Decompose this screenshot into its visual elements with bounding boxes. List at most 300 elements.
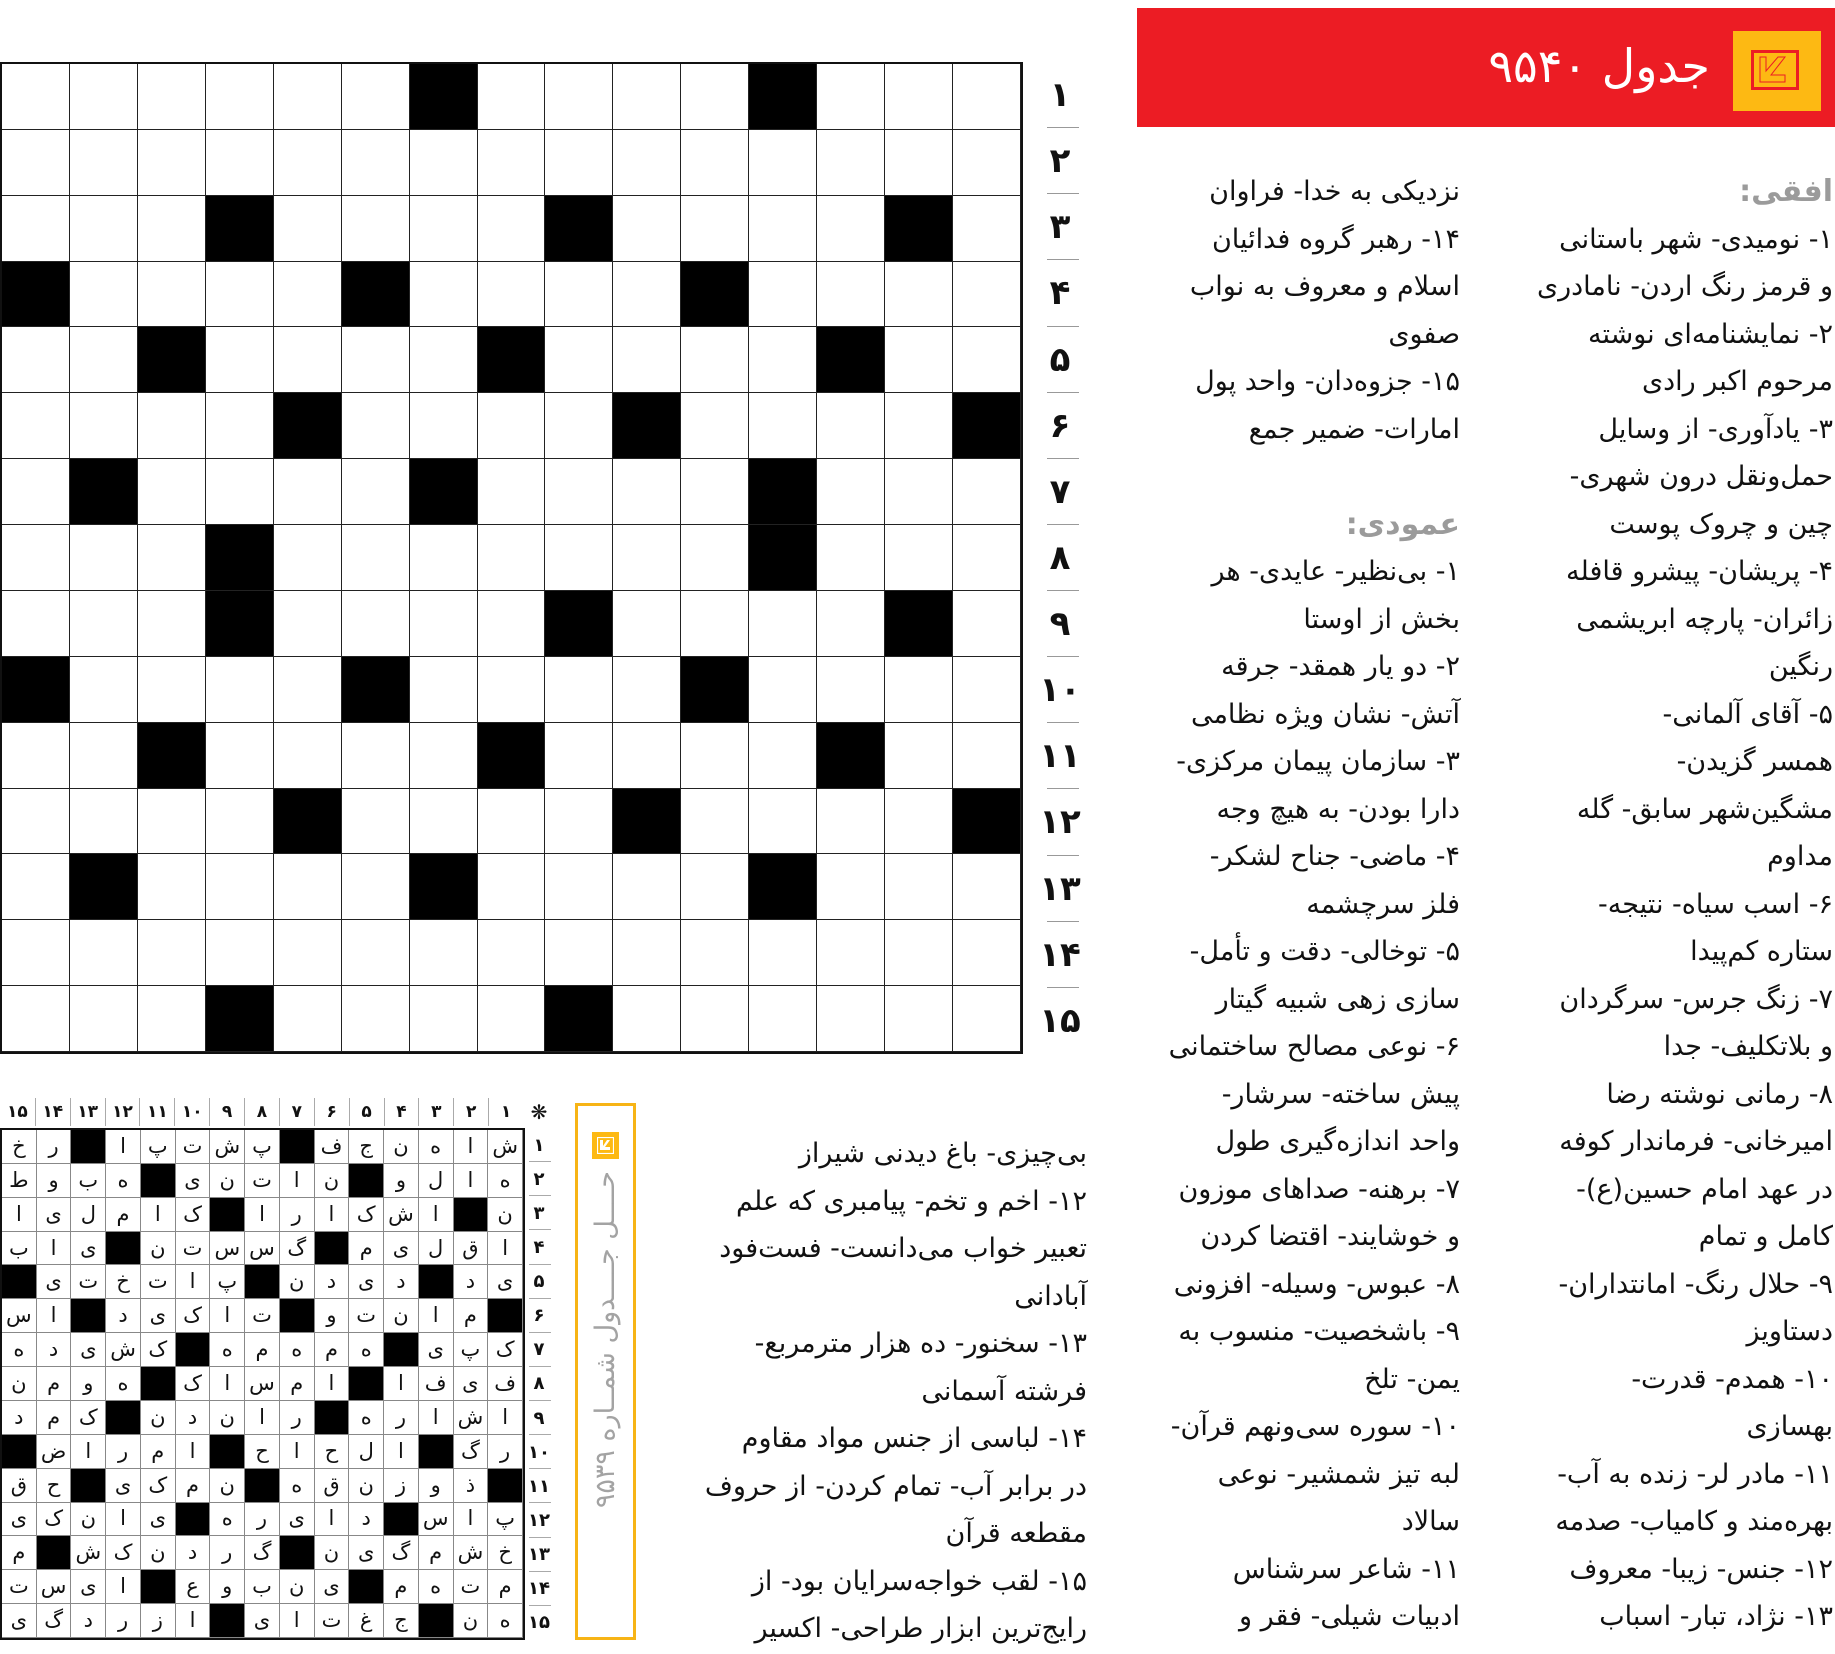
grid-cell[interactable]: [681, 327, 749, 393]
column-number: ۹: [209, 1098, 244, 1126]
grid-cell[interactable]: [885, 986, 953, 1052]
grid-cell[interactable]: [342, 591, 410, 657]
grid-cell[interactable]: [545, 920, 613, 986]
solution-cell: ل: [349, 1435, 384, 1469]
grid-cell[interactable]: [613, 327, 681, 393]
grid-cell[interactable]: [953, 459, 1021, 525]
grid-cell[interactable]: [885, 657, 953, 723]
clue-line: ۱- بی‌نظیر- عایدی- هر: [1211, 556, 1460, 587]
grid-cell[interactable]: [274, 327, 342, 393]
grid-cell[interactable]: [2, 196, 70, 262]
solution-cell: ک: [37, 1503, 72, 1537]
clue-line: ۱۲- اخم و تخم- پیامبری که علم: [736, 1185, 1087, 1217]
grid-cell[interactable]: [410, 327, 478, 393]
grid-cell[interactable]: [885, 525, 953, 591]
grid-cell[interactable]: [274, 920, 342, 986]
clue-line: دارا بودن- به هیچ وجه: [1216, 793, 1460, 825]
grid-cell[interactable]: [206, 657, 274, 723]
black-cell: [478, 327, 546, 393]
grid-cell[interactable]: [2, 525, 70, 591]
grid-cell[interactable]: [885, 459, 953, 525]
grid-cell[interactable]: [206, 64, 274, 130]
grid-cell[interactable]: [478, 854, 546, 920]
grid-cell[interactable]: [478, 525, 546, 591]
grid-cell[interactable]: [70, 723, 138, 789]
black-cell: [2, 1265, 37, 1299]
grid-cell[interactable]: [545, 789, 613, 855]
grid-cell[interactable]: [953, 591, 1021, 657]
grid-cell[interactable]: [410, 986, 478, 1052]
black-cell: [681, 262, 749, 328]
clue-line: ۱۳- نژاد، تبار- اسباب: [1599, 1601, 1833, 1632]
solution-cell: ت: [2, 1570, 37, 1604]
grid-cell[interactable]: [274, 64, 342, 130]
grid-cell[interactable]: [817, 459, 885, 525]
grid-cell[interactable]: [478, 262, 546, 328]
grid-cell[interactable]: [274, 262, 342, 328]
grid-cell[interactable]: [206, 920, 274, 986]
clue-line: چین و چروک پوست: [1609, 508, 1833, 540]
grid-cell[interactable]: [274, 723, 342, 789]
solution-cell: س: [210, 1232, 245, 1266]
clues-column-left: [655, 1130, 1087, 1653]
solution-cell: ک: [349, 1198, 384, 1232]
clue-line: رنگین: [1768, 651, 1833, 682]
solution-cell: م: [106, 1198, 141, 1232]
grid-cell[interactable]: [545, 657, 613, 723]
grid-cell[interactable]: [206, 723, 274, 789]
row-number: ۵: [1035, 327, 1085, 393]
solution-cell: ک: [176, 1367, 211, 1401]
solution-cell: ا: [37, 1299, 72, 1333]
solution-cell: ا: [419, 1299, 454, 1333]
black-cell: [681, 657, 749, 723]
grid-cell[interactable]: [613, 723, 681, 789]
grid-cell[interactable]: [138, 986, 206, 1052]
grid-cell[interactable]: [749, 591, 817, 657]
solution-cell: ا: [315, 1503, 350, 1537]
grid-cell[interactable]: [681, 64, 749, 130]
grid-cell[interactable]: [953, 262, 1021, 328]
grid-cell[interactable]: [274, 657, 342, 723]
grid-cell[interactable]: [342, 525, 410, 591]
grid-cell[interactable]: [681, 789, 749, 855]
grid-cell[interactable]: [953, 525, 1021, 591]
grid-cell[interactable]: [2, 64, 70, 130]
grid-cell[interactable]: [478, 64, 546, 130]
grid-cell[interactable]: [885, 920, 953, 986]
solution-cell: ک: [488, 1333, 523, 1367]
solution-cell: ی: [2, 1503, 37, 1537]
grid-cell[interactable]: [749, 130, 817, 196]
grid-cell[interactable]: [206, 327, 274, 393]
solution-cell: ی: [141, 1299, 176, 1333]
grid-cell[interactable]: [274, 986, 342, 1052]
black-cell: [817, 723, 885, 789]
grid-cell[interactable]: [749, 723, 817, 789]
grid-cell[interactable]: [138, 525, 206, 591]
grid-cell[interactable]: [885, 723, 953, 789]
grid-cell[interactable]: [749, 657, 817, 723]
grid-cell[interactable]: [2, 920, 70, 986]
grid-cell[interactable]: [817, 196, 885, 262]
grid-cell[interactable]: [613, 591, 681, 657]
solution-cell: س: [419, 1503, 454, 1537]
grid-cell[interactable]: [681, 723, 749, 789]
solution-cell: غ: [349, 1604, 384, 1638]
grid-cell[interactable]: [478, 196, 546, 262]
grid-cell[interactable]: [138, 64, 206, 130]
grid-cell[interactable]: [681, 130, 749, 196]
solution-cell: و: [419, 1469, 454, 1503]
clue-line: واحد اندازه‌گیری طول: [1215, 1126, 1460, 1157]
grid-cell[interactable]: [817, 789, 885, 855]
clue-line: بهره‌مند و کامیاب- صدمه: [1555, 1506, 1833, 1537]
grid-cell[interactable]: [206, 854, 274, 920]
grid-cell[interactable]: [138, 657, 206, 723]
grid-cell[interactable]: [342, 789, 410, 855]
grid-cell[interactable]: [613, 525, 681, 591]
solution-cell: د: [71, 1604, 106, 1638]
grid-cell[interactable]: [817, 393, 885, 459]
grid-cell[interactable]: [953, 64, 1021, 130]
grid-cell[interactable]: [342, 393, 410, 459]
solution-cell: د: [454, 1265, 489, 1299]
solution-cell: م: [280, 1367, 315, 1401]
grid-cell[interactable]: [70, 196, 138, 262]
grid-cell[interactable]: [138, 196, 206, 262]
grid-cell[interactable]: [410, 591, 478, 657]
grid-cell[interactable]: [885, 64, 953, 130]
grid-cell[interactable]: [885, 789, 953, 855]
grid-cell[interactable]: [206, 789, 274, 855]
grid-cell[interactable]: [749, 262, 817, 328]
grid-cell[interactable]: [817, 657, 885, 723]
grid-cell[interactable]: [478, 920, 546, 986]
black-cell: [488, 1299, 523, 1333]
grid-cell[interactable]: [953, 920, 1021, 986]
solution-cell: ی: [488, 1265, 523, 1299]
grid-cell[interactable]: [749, 327, 817, 393]
solution-cell: پ: [141, 1130, 176, 1164]
grid-cell[interactable]: [410, 920, 478, 986]
black-cell: [749, 459, 817, 525]
grid-cell[interactable]: [817, 130, 885, 196]
solution-cell: ن: [2, 1367, 37, 1401]
grid-cell[interactable]: [749, 986, 817, 1052]
grid-cell[interactable]: [274, 459, 342, 525]
grid-cell[interactable]: [545, 130, 613, 196]
grid-cell[interactable]: [613, 196, 681, 262]
grid-cell[interactable]: [817, 920, 885, 986]
clue-line: ۱۰- همدم- قدرت-: [1631, 1363, 1833, 1395]
grid-cell[interactable]: [342, 723, 410, 789]
solution-cell: س: [245, 1367, 280, 1401]
solution-cell: ق: [315, 1469, 350, 1503]
grid-cell[interactable]: [885, 327, 953, 393]
grid-cell[interactable]: [681, 591, 749, 657]
grid-cell[interactable]: [2, 591, 70, 657]
solution-cell: ح: [245, 1435, 280, 1469]
solution-cell: ت: [454, 1570, 489, 1604]
section-heading: عمودی:: [1345, 506, 1460, 542]
clue-line: ۸- رمانی نوشته رضا: [1606, 1078, 1833, 1110]
separator-dots: [1140, 453, 1460, 501]
grid-cell[interactable]: [70, 393, 138, 459]
grid-cell[interactable]: [953, 196, 1021, 262]
grid-cell[interactable]: [478, 986, 546, 1052]
black-cell: [274, 789, 342, 855]
grid-cell[interactable]: [138, 262, 206, 328]
solution-cell: ه: [106, 1367, 141, 1401]
clues-column-middle: [1140, 168, 1460, 1641]
solution-cell: ا: [106, 1130, 141, 1164]
solution-cell: ه: [106, 1164, 141, 1198]
clue-line: زائران- پارچه ابریشمی: [1576, 603, 1833, 635]
solution-cell: ت: [349, 1299, 384, 1333]
solution-cell: ر: [384, 1401, 419, 1435]
column-number: ۷: [279, 1098, 314, 1126]
grid-cell[interactable]: [817, 64, 885, 130]
grid-cell[interactable]: [613, 854, 681, 920]
grid-cell[interactable]: [478, 591, 546, 657]
solution-cell: ا: [245, 1198, 280, 1232]
solution-title: حــــل جــــدول شمــاره ۹۵۳۹: [590, 1171, 621, 1509]
solution-cell: م: [37, 1367, 72, 1401]
grid-cell[interactable]: [206, 130, 274, 196]
grid-cell[interactable]: [342, 459, 410, 525]
solution-cell: ا: [454, 1503, 489, 1537]
solution-cell: ی: [141, 1503, 176, 1537]
black-cell: [71, 1130, 106, 1164]
grid-cell[interactable]: [138, 920, 206, 986]
grid-cell[interactable]: [545, 723, 613, 789]
grid-cell[interactable]: [681, 854, 749, 920]
grid-cell[interactable]: [2, 459, 70, 525]
grid-cell[interactable]: [70, 327, 138, 393]
grid-cell[interactable]: [206, 459, 274, 525]
grid-cell[interactable]: [2, 789, 70, 855]
solution-cell: ح: [37, 1469, 72, 1503]
grid-cell[interactable]: [953, 723, 1021, 789]
solution-cell: ه: [280, 1333, 315, 1367]
row-number: ۱۱: [1035, 723, 1085, 789]
grid-cell[interactable]: [885, 262, 953, 328]
solution-cell: ی: [37, 1198, 72, 1232]
solution-cell: ر: [37, 1130, 72, 1164]
grid-cell[interactable]: [885, 854, 953, 920]
clue-line: ۱۴- رهبر گروه فدائیان: [1211, 223, 1460, 255]
grid-cell[interactable]: [138, 393, 206, 459]
solution-cell: ف: [419, 1367, 454, 1401]
grid-cell[interactable]: [749, 196, 817, 262]
grid-cell[interactable]: [70, 64, 138, 130]
grid-cell[interactable]: [138, 854, 206, 920]
grid-cell[interactable]: [478, 130, 546, 196]
grid-cell[interactable]: [953, 854, 1021, 920]
black-cell: [210, 1604, 245, 1638]
grid-cell[interactable]: [545, 393, 613, 459]
grid-cell[interactable]: [613, 262, 681, 328]
clue-line: ۱۵- جزوه‌دان- واحد پول: [1195, 366, 1460, 397]
grid-cell[interactable]: [70, 657, 138, 723]
grid-cell[interactable]: [681, 393, 749, 459]
grid-cell[interactable]: [885, 130, 953, 196]
grid-cell[interactable]: [2, 986, 70, 1052]
grid-cell[interactable]: [342, 64, 410, 130]
solution-cell: ا: [419, 1198, 454, 1232]
solution-cell: ن: [488, 1198, 523, 1232]
black-cell: [106, 1232, 141, 1266]
grid-cell[interactable]: [749, 789, 817, 855]
grid-cell[interactable]: [70, 130, 138, 196]
grid-cell[interactable]: [2, 130, 70, 196]
black-cell: [349, 1367, 384, 1401]
solution-cell: ت: [245, 1164, 280, 1198]
grid-cell[interactable]: [70, 920, 138, 986]
grid-cell[interactable]: [138, 789, 206, 855]
grid-cell[interactable]: [749, 920, 817, 986]
grid-cell[interactable]: [138, 130, 206, 196]
grid-cell[interactable]: [410, 525, 478, 591]
black-cell: [315, 1232, 350, 1266]
grid-cell[interactable]: [342, 130, 410, 196]
grid-cell[interactable]: [817, 591, 885, 657]
grid-cell[interactable]: [681, 525, 749, 591]
solution-cell: م: [419, 1536, 454, 1570]
grid-cell[interactable]: [545, 854, 613, 920]
grid-cell[interactable]: [545, 64, 613, 130]
puzzle-title: جدول ۹۵۴۰: [1488, 39, 1710, 93]
grid-cell[interactable]: [274, 854, 342, 920]
column-number: ۱۳: [70, 1098, 105, 1126]
grid-cell[interactable]: [885, 393, 953, 459]
solution-cell: ا: [141, 1198, 176, 1232]
grid-cell[interactable]: [613, 130, 681, 196]
grid-cell[interactable]: [545, 262, 613, 328]
grid-cell[interactable]: [2, 723, 70, 789]
grid-cell[interactable]: [410, 130, 478, 196]
grid-cell[interactable]: [274, 196, 342, 262]
grid-cell[interactable]: [274, 591, 342, 657]
grid-cell[interactable]: [613, 920, 681, 986]
grid-cell[interactable]: [410, 657, 478, 723]
solution-cell: د: [315, 1265, 350, 1299]
solution-cell: ب: [245, 1570, 280, 1604]
grid-cell[interactable]: [274, 130, 342, 196]
clue-line: ۸- عبوس- وسیله- افزونی: [1173, 1268, 1460, 1300]
clue-line: ۵- توخالی- دقت و تأمل-: [1189, 936, 1460, 967]
grid-cell[interactable]: [478, 657, 546, 723]
grid-cell[interactable]: [410, 723, 478, 789]
column-number: ۶: [314, 1098, 349, 1126]
grid-cell[interactable]: [681, 459, 749, 525]
grid-cell[interactable]: [545, 459, 613, 525]
solution-cell: ک: [141, 1469, 176, 1503]
section-heading: افقی:: [1739, 174, 1833, 209]
grid-cell[interactable]: [70, 591, 138, 657]
grid-cell[interactable]: [206, 393, 274, 459]
grid-cell[interactable]: [70, 525, 138, 591]
grid-cell[interactable]: [410, 262, 478, 328]
column-number: ۱: [488, 1098, 523, 1126]
grid-cell[interactable]: [2, 393, 70, 459]
grid-cell[interactable]: [342, 327, 410, 393]
grid-cell[interactable]: [613, 459, 681, 525]
grid-cell[interactable]: [410, 789, 478, 855]
grid-cell[interactable]: [681, 986, 749, 1052]
grid-cell[interactable]: [545, 327, 613, 393]
grid-cell[interactable]: [953, 327, 1021, 393]
column-number: ۱۵: [7, 1102, 28, 1122]
grid-cell[interactable]: [342, 196, 410, 262]
grid-cell[interactable]: [817, 986, 885, 1052]
grid-cell[interactable]: [410, 196, 478, 262]
black-cell: [384, 1333, 419, 1367]
grid-cell[interactable]: [817, 525, 885, 591]
clue-line: دستاویز: [1746, 1316, 1833, 1347]
grid-cell[interactable]: [70, 262, 138, 328]
clue-line: فلز سرچشمه: [1306, 888, 1460, 920]
grid-cell[interactable]: [274, 525, 342, 591]
grid-cell[interactable]: [138, 459, 206, 525]
grid-cell[interactable]: [478, 393, 546, 459]
grid-cell[interactable]: [410, 393, 478, 459]
grid-cell[interactable]: [953, 657, 1021, 723]
solution-cell: ی: [280, 1503, 315, 1537]
grid-cell[interactable]: [138, 591, 206, 657]
grid-cell[interactable]: [681, 196, 749, 262]
grid-cell[interactable]: [2, 854, 70, 920]
solution-cell: ا: [106, 1503, 141, 1537]
row-number: ۲: [527, 1162, 551, 1196]
grid-cell[interactable]: [342, 920, 410, 986]
grid-cell[interactable]: [70, 789, 138, 855]
grid-cell[interactable]: [817, 262, 885, 328]
grid-cell[interactable]: [342, 986, 410, 1052]
solution-cell: ل: [419, 1232, 454, 1266]
solution-cell: ت: [245, 1299, 280, 1333]
grid-cell[interactable]: [342, 854, 410, 920]
grid-cell[interactable]: [817, 854, 885, 920]
grid-cell[interactable]: [953, 130, 1021, 196]
grid-cell[interactable]: [681, 920, 749, 986]
solution-cell: ن: [315, 1536, 350, 1570]
clue-line: امارات- ضمیر جمع: [1248, 413, 1460, 445]
clue-line: ۱۱- شاعر سرشناس: [1232, 1553, 1460, 1585]
grid-cell[interactable]: [70, 986, 138, 1052]
solution-cell: س: [245, 1232, 280, 1266]
solution-cell: ی: [71, 1570, 106, 1604]
grid-cell[interactable]: [613, 64, 681, 130]
black-cell: [206, 591, 274, 657]
solution-cell: ه: [2, 1333, 37, 1367]
grid-cell[interactable]: [613, 657, 681, 723]
solution-cell: ج: [384, 1604, 419, 1638]
grid-cell[interactable]: [749, 393, 817, 459]
grid-cell[interactable]: [478, 789, 546, 855]
solution-cell: ی: [106, 1469, 141, 1503]
grid-cell[interactable]: [2, 327, 70, 393]
solution-cell: ن: [384, 1299, 419, 1333]
grid-cell[interactable]: [545, 525, 613, 591]
clue-line: آتش- نشان ویژه نظامی: [1190, 698, 1460, 730]
grid-cell[interactable]: [613, 986, 681, 1052]
grid-cell[interactable]: [478, 459, 546, 525]
solution-row-numbers: [527, 1128, 551, 1640]
grid-cell[interactable]: [206, 262, 274, 328]
grid-cell[interactable]: [953, 986, 1021, 1052]
